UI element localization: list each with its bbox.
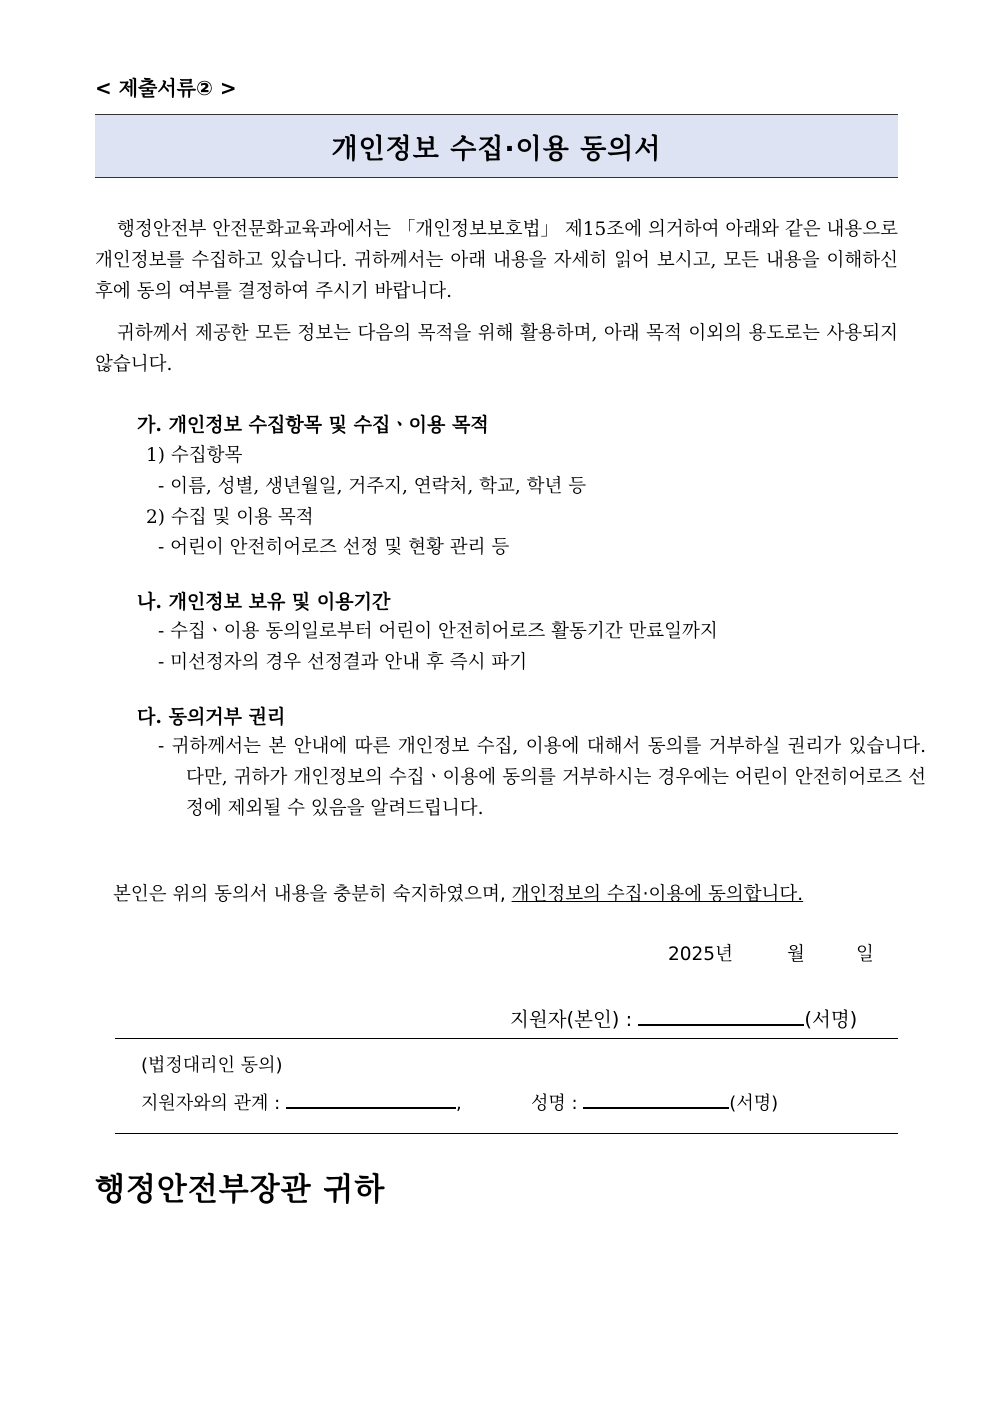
date-day: 일 [856,944,874,965]
consent-statement [113,880,803,906]
section-c-heading: 다. 동의거부 권리 [137,706,286,728]
addressee: 행정안전부장관 귀하 [95,1172,386,1208]
applicant-signature-blank[interactable] [638,1006,804,1026]
title-banner [95,114,898,178]
guardian-heading: (법정대리인 동의) [141,1055,283,1076]
guardian-name-suffix: (서명) [729,1093,779,1114]
section-a-heading: 가. 개인정보 수집항목 및 수집ㆍ이용 목적 [137,414,489,436]
intro-paragraph-1: 행정안전부 안전문화교육과에서는 「개인정보보호법」 제15조에 의거하여 아래와 같은 내용으로 개인정보를 수집하고 있습니다. 귀하께서는 아래 내용을 자세히 읽어 보시고, 모든 내용을 이해하신 후에 동의 여부를 결정하여 주시기 바랍니다. [95,219,898,302]
section-b-line2: - 미선정자의 경우 선정결과 안내 후 즉시 파기 [158,652,528,673]
date-month: 월 [787,944,805,965]
divider-top [115,1038,898,1039]
section-a-item1-label: 1) 수집항목 [146,445,243,466]
applicant-signature-label: 지원자(본인) : [510,1008,639,1031]
section-c-body: - 귀하께서는 본 안내에 따른 개인정보 수집, 이용에 대해서 동의를 거부하실 권리가 있습니다. 다만, 귀하가 개인정보의 수집ㆍ이용에 동의를 거부하시는 경우에는 어린이 안전히어로즈 선정에 제외될 수 있음을 알려드립니다. [158,736,926,819]
guardian-name-line [531,1089,778,1115]
guardian-relation-blank[interactable] [286,1089,456,1109]
section-b-line1: - 수집ㆍ이용 동의일로부터 어린이 안전히어로즈 활동기간 만료일까지 [158,621,718,642]
guardian-name-label: 성명 : [531,1093,584,1114]
guardian-relation-label: 지원자와의 관계 : [141,1093,286,1114]
section-b-heading: 나. 개인정보 보유 및 이용기간 [137,591,391,613]
applicant-signature-suffix: (서명) [804,1008,858,1031]
section-a-item1-detail: - 이름, 성별, 생년월일, 거주지, 연락처, 학교, 학년 등 [158,476,587,497]
date-year: 2025년 [668,944,733,965]
guardian-relation-separator: , [455,1093,462,1114]
intro-paragraph-2: 귀하께서 제공한 모든 정보는 다음의 목적을 위해 활용하며, 아래 목적 이외의 용도로는 사용되지 않습니다. [95,323,898,375]
applicant-signature-line [510,1004,857,1032]
document-label: < 제출서류② > [95,76,237,100]
section-a-item2-label: 2) 수집 및 이용 목적 [146,507,314,528]
document-title: 개인정보 수집·이용 동의서 [331,133,662,165]
consent-statement-underlined: 개인정보의 수집·이용에 동의합니다. [511,884,804,905]
divider-bottom [115,1133,898,1134]
guardian-name-blank[interactable] [583,1089,729,1109]
section-a-item2-detail: - 어린이 안전히어로즈 선정 및 현황 관리 등 [158,537,510,558]
consent-statement-lead: 본인은 위의 동의서 내용을 충분히 숙지하였으며, [113,884,512,905]
guardian-relation-line [141,1089,462,1115]
